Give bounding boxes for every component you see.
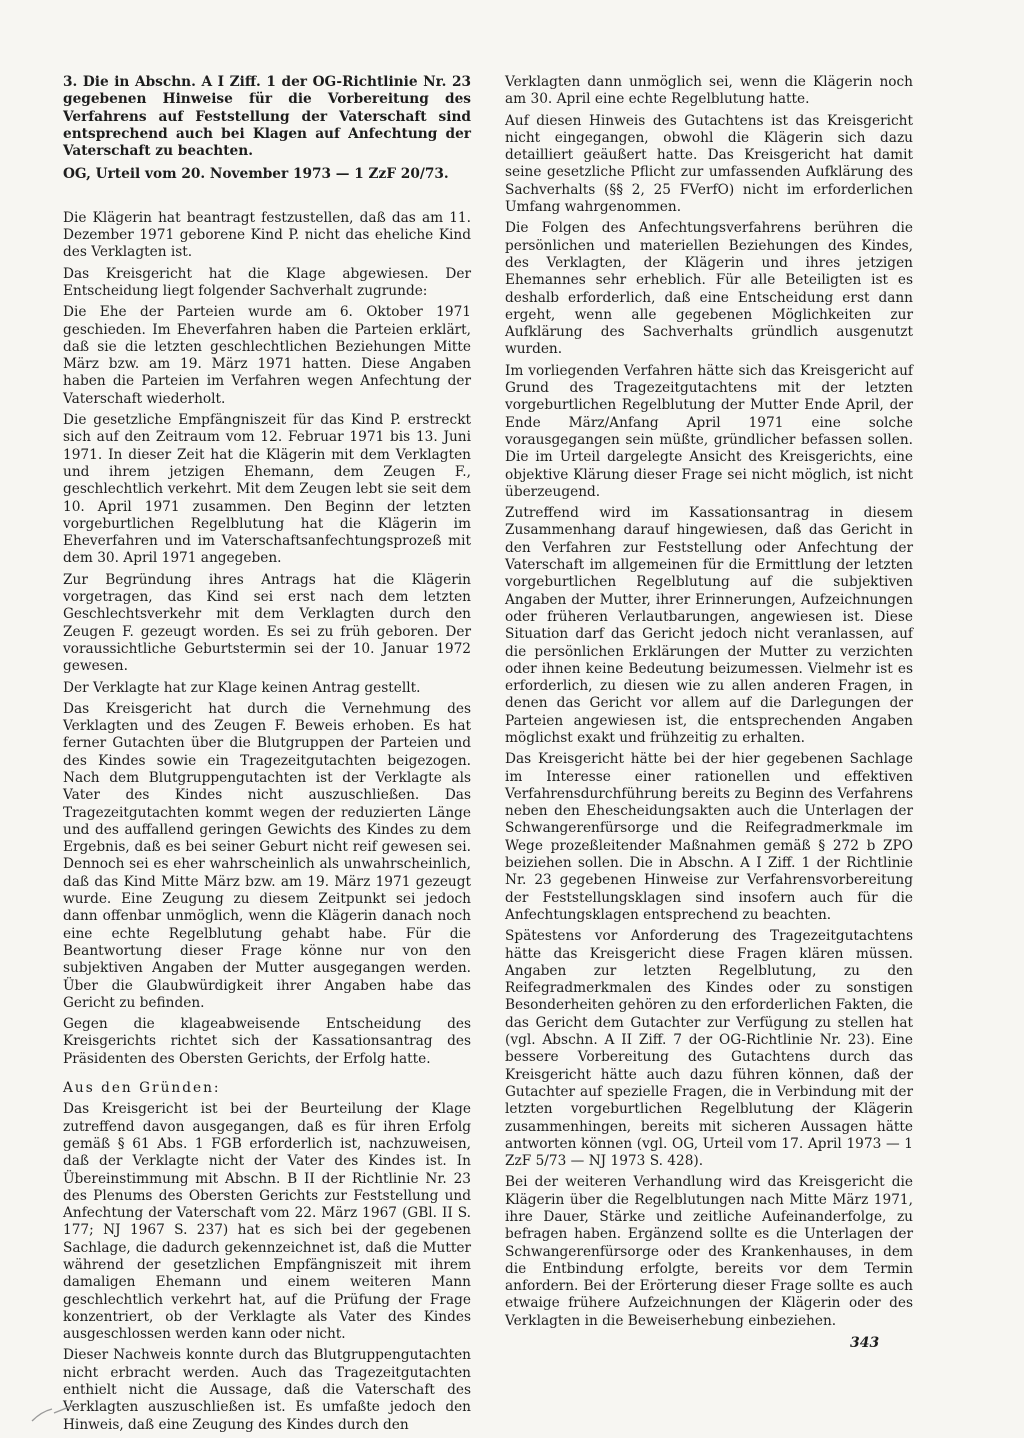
paragraph: Das Kreisgericht hätte bei der hier gegebenen Sachlage im Interesse einer rationellen und effektiven Verfahrensdurchführung bereits zu Beginn des Verfahrens neben den Ehescheidungsakten auch die Unterlagen der Schwangerenfürsorge und die Reifegradmerkmale im Wege prozeßleitender Maßnahmen gemäß § 272 b ZPO beiziehen sollen. Die in Abschn. A I Ziff. 1 der Richtlinie Nr. 23 gegebenen Hinweise zur Verfahrensvorbereitung der Feststellungsklagen sind insofern auch für die Anfechtungsklagen entsprechend zu beachten. (505, 751, 913, 923)
scan-mark (30, 1403, 76, 1423)
paragraph: Auf diesen Hinweis des Gutachtens ist das Kreisgericht nicht eingegangen, obwohl die Klägerin sich dazu detailliert geäußert hatte. Das Kreisgericht hat damit seine gesetzliche Pflicht zur umfassenden Aufklärung des Sachverhalts (§§ 2, 25 FVerfO) nicht im erforderlichen Umfang wahrgenommen. (505, 112, 913, 216)
paragraph: Dieser Nachweis konnte durch das Blutgruppengutachten nicht erbracht werden. Auch das Tragezeitgutachten enthielt nicht die Aussage, daß die Vaterschaft des Verklagten auszuschließen ist. Es umfaßte jedoch den Hinweis, daß eine Zeugung des Kindes durch den (63, 1347, 471, 1433)
paragraph: Das Kreisgericht ist bei der Beurteilung der Klage zutreffend davon ausgegangen, daß es für ihren Erfolg gemäß § 61 Abs. 1 FGB erforderlich ist, nachzuweisen, daß der Verklagte nicht der Vater des Kindes ist. In Übereinstimmung mit Abschn. B II der Richtlinie Nr. 23 des Plenums des Obersten Gerichts zur Feststellung und Anfechtung der Vaterschaft vom 22. März 1967 (GBl. II S. 177; NJ 1967 S. 237) hat es sich bei der gegebenen Sachlage, die dadurch gekennzeichnet ist, daß die Mutter während der gesetzlichen Empfängniszeit mit ihrem damaligen Ehemann und einem weiteren Mann geschlechtlich verkehrt hat, auf die Prüfung der Frage konzentriert, ob der Verklagte als Vater des Kindes ausgeschlossen werden kann oder nicht. (63, 1101, 471, 1343)
left-column (63, 74, 471, 1438)
paragraph: Das Kreisgericht hat durch die Vernehmung des Verklagten und des Zeugen F. Beweis erhoben. Es hat ferner Gutachten über die Blutgruppen der Parteien und des Kindes sowie ein Tragezeitgutachten beigezogen. Nach dem Blutgruppengutachten ist der Verklagte als Vater des Kindes nicht auszuschließen. Das Tragezeitgutachten kommt wegen der reduzierten Länge und des auffallend geringen Gewichts des Kindes zu dem Ergebnis, daß es bei seiner Geburt nicht reif gewesen sei. Dennoch sei es eher wahrscheinlich als unwahrscheinlich, daß das Kind Mitte März bzw. am 19. März 1971 gezeugt wurde. Eine Zeugung zu diesem Zeitpunkt sei jedoch dann offenbar unmöglich, wenn die Klägerin danach noch eine echte Regelblutung gehabt habe. Für die Beantwortung dieser Frage könne nur von den subjektiven Angaben der Mutter ausgegangen werden. Über die Glaubwürdigkeit ihrer Angaben habe das Gericht zu befinden. (63, 700, 471, 1011)
paragraph: Die gesetzliche Empfängniszeit für das Kind P. erstreckt sich auf den Zeitraum vom 12. Februar 1971 bis 13. Juni 1971. In dieser Zeit hat die Klägerin mit dem Verklagten und ihrem jetzigen Ehemann, dem Zeugen F., geschlechtlich verkehrt. Mit dem Zeugen lebt sie seit dem 10. April 1971 zusammen. Den Beginn der letzten vorgeburtlichen Regelblutung hat die Klägerin im Eheverfahren und im Vaterschaftsanfechtungsprozeß mit dem 30. April 1971 angegeben. (63, 412, 471, 567)
paragraph: Die Ehe der Parteien wurde am 6. Oktober 1971 geschieden. Im Eheverfahren haben die Parteien erklärt, daß sie die letzten geschlechtlichen Beziehungen Mitte März bzw. am 19. März 1971 hatten. Diese Angaben haben die Parteien im Verfahren wegen Anfechtung der Vaterschaft wiederholt. (63, 304, 471, 407)
paragraph: Die Klägerin hat beantragt festzustellen, daß das am 11. Dezember 1971 geborene Kind P. nicht das eheliche Kind des Verklagten ist. (63, 209, 471, 261)
headnote: 3. Die in Abschn. A I Ziff. 1 der OG-Richtlinie Nr. 23 gegebenen Hinweise für die Vorbereitung des Verfahrens auf Feststellung der Vaterschaft sind entsprechend auch bei Klagen auf Anfechtung der Vaterschaft zu beachten. (63, 74, 471, 160)
section-heading: Aus den Gründen: (63, 1080, 221, 1097)
paragraph: Zur Begründung ihres Antrags hat die Klägerin vorgetragen, das Kind sei erst nach dem letzten Geschlechtsverkehr mit dem Verklagten durch den Zeugen F. gezeugt worden. Es sei zu früh geboren. Der voraussichtliche Geburtstermin sei der 10. Januar 1972 gewesen. (63, 571, 471, 675)
paragraph: Zutreffend wird im Kassationsantrag in diesem Zusammenhang darauf hingewiesen, daß das Gericht in den Verfahren zur Feststellung oder Anfechtung der Vaterschaft im allgemeinen für die Ermittlung der letzten vorgeburtlichen Regelblutung auf die subjektiven Angaben der Mutter, ihrer Erinnerungen, Aufzeichnungen oder früheren Verlautbarungen, angewiesen ist. Diese Situation darf das Gericht jedoch nicht veranlassen, auf die persönlichen Erklärungen der Mutter zu verzichten oder ihnen keine Bedeutung beizumessen. Vielmehr ist es erforderlich, zu diesen wie zu allen anderen Fragen, in denen das Gericht vor allem auf die Darlegungen der Parteien angewiesen ist, die entsprechenden Angaben möglichst exakt und frühzeitig zu erhalten. (505, 505, 913, 746)
paragraph: Gegen die klageabweisende Entscheidung des Kreisgerichts richtet sich der Kassationsantrag des Präsidenten des Obersten Gerichts, der Erfolg hatte. (63, 1016, 471, 1067)
paragraph: Der Verklagte hat zur Klage keinen Antrag gestellt. (63, 679, 421, 696)
paragraph: Spätestens vor Anforderung des Tragezeitgutachtens hätte das Kreisgericht diese Fragen klären müssen. Angaben zur letzten Regelblutung, zu den Reifegradmerkmalen des Kindes oder zu sonstigen Besonderheiten gehören zu den erforderlichen Fakten, die das Gericht dem Gutachter zur Verfügung zu stellen hat (vgl. Abschn. A II Ziff. 7 der OG-Richtlinie Nr. 23). Eine bessere Vorbereitung des Gutachtens durch das Kreisgericht hätte auch dazu führen können, daß der Gutachter auf spezielle Fragen, die in Verbindung mit der letzten vorgeburtlichen Regelblutung der Klägerin zusammenhingen, bereits mit sicheren Aussagen hätte antworten können (vgl. OG, Urteil vom 17. April 1973 — 1 ZzF 5/73 — NJ 1973 S. 428). (505, 928, 913, 1170)
decision-citation: OG, Urteil vom 20. November 1973 — 1 ZzF 20/73. (63, 166, 449, 183)
paragraph: Das Kreisgericht hat die Klage abgewiesen. Der Entscheidung liegt folgender Sachverhalt zugrunde: (63, 265, 471, 299)
page-number: 343 (850, 1335, 880, 1351)
paragraph: Die Folgen des Anfechtungsverfahrens berühren die persönlichen und materiellen Beziehungen des Kindes, des Verklagten, der Klägerin und ihres jetzigen Ehemannes sehr erheblich. Für alle Beteiligten ist es deshalb erforderlich, daß eine Entscheidung erst dann ergeht, wenn alle gegebenen Möglichkeiten zur Aufklärung des Sachverhalts gründlich ausgenutzt wurden. (505, 220, 913, 358)
paragraph: Im vorliegenden Verfahren hätte sich das Kreisgericht auf Grund des Tragezeitgutachtens mit der letzten vorgeburtlichen Regelblutung der Mutter Ende April, der Ende März/Anfang April 1971 eine solche vorausgegangen sein müßte, gründlicher befassen sollen. Die im Urteil dargelegte Ansicht des Kreisgerichts, eine objektive Klärung dieser Frage sei nicht möglich, ist nicht überzeugend. (505, 362, 913, 500)
right-column (505, 74, 913, 1334)
paragraph: Verklagten dann unmöglich sei, wenn die Klägerin noch am 30. April eine echte Regelblutung hatte. (505, 74, 913, 108)
paragraph: Bei der weiteren Verhandlung wird das Kreisgericht die Klägerin über die Regelblutungen nach Mitte März 1971, ihre Dauer, Stärke und zeitliche Aufeinanderfolge, zu befragen haben. Ergänzend sollte es die Unterlagen der Schwangerenfürsorge oder des Krankenhauses, in dem die Entbindung erfolgte, bereits vor dem Termin anfordern. Bei der Erörterung dieser Frage sollte es auch etwaige frühere Aufzeichnungen der Klägerin oder des Verklagten in die Beweiserhebung einbeziehen. (505, 1174, 913, 1329)
